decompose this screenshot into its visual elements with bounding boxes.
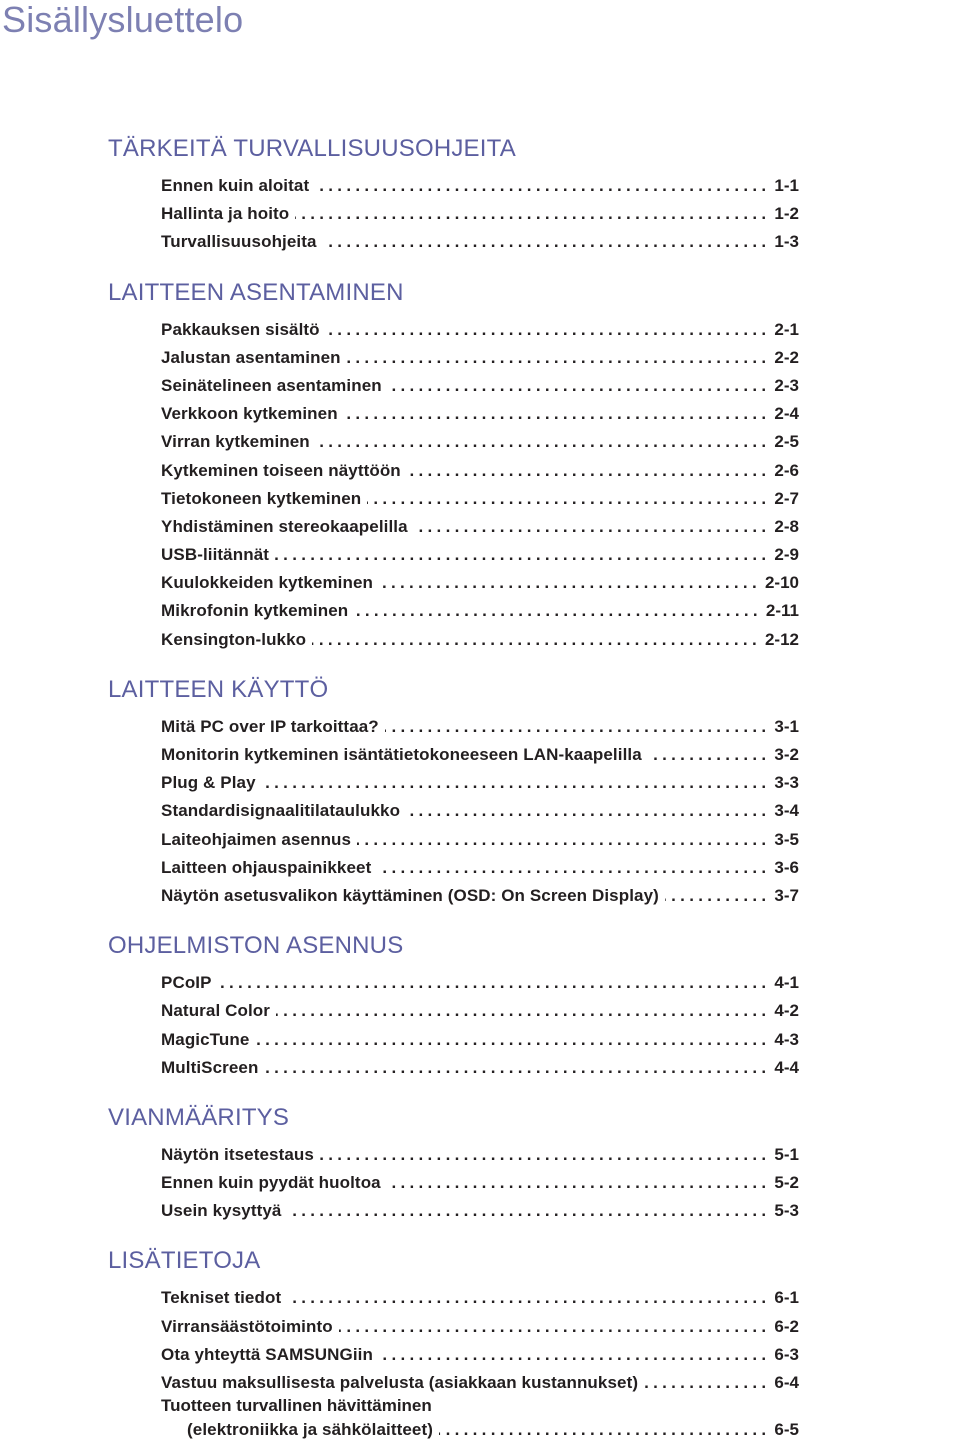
dot-leader: [262, 769, 771, 797]
toc-entry[interactable]: [0, 513, 960, 541]
toc-entry-row: [161, 513, 799, 541]
toc-entry-page-number: 5-3: [774, 1201, 799, 1221]
toc-entry-label: Pakkauksen sisältö: [161, 319, 320, 339]
toc-entry-page-number: 6-5: [774, 1420, 799, 1440]
toc-entry-page-number: 4-4: [774, 1057, 799, 1077]
toc-entry-label: Ennen kuin pyydät huoltoa: [161, 1173, 381, 1193]
dot-leader: [648, 741, 771, 769]
toc-entry-page-number: 3-6: [774, 857, 799, 877]
toc-entry-label: Jalustan asentaminen: [161, 347, 341, 367]
toc-entry-page-number: 4-1: [774, 973, 799, 993]
toc-entry-row: [161, 1313, 799, 1341]
dot-leader: [312, 626, 761, 654]
toc-entry-page-number: 2-3: [774, 375, 799, 395]
toc-entry-row: [161, 316, 799, 344]
toc-entry[interactable]: [0, 854, 960, 882]
toc-entry[interactable]: [0, 172, 960, 200]
toc-entry-page-number: 2-9: [774, 545, 799, 565]
toc-entry-row: [161, 626, 799, 654]
toc-entry-page-number: 5-2: [774, 1173, 799, 1193]
toc-entry-page-number: 3-3: [774, 773, 799, 793]
toc-entry-label: MultiScreen: [161, 1057, 259, 1077]
dot-leader: [665, 882, 771, 910]
toc-entry-row: [161, 400, 799, 428]
toc-entry[interactable]: [0, 1341, 960, 1369]
toc-entry-label: Hallinta ja hoito: [161, 204, 290, 224]
dot-leader: [316, 428, 771, 456]
dot-leader: [295, 200, 770, 228]
section-heading[interactable]: LISÄTIETOJA: [108, 1247, 261, 1275]
toc-entry[interactable]: [0, 741, 960, 769]
toc-entry-page-number: 2-4: [774, 404, 799, 424]
toc-entry-row: [161, 1026, 799, 1054]
toc-entry[interactable]: [0, 457, 960, 485]
section-heading[interactable]: VIANMÄÄRITYS: [108, 1103, 290, 1131]
toc-entry-label: Kytkeminen toiseen näyttöön: [161, 460, 401, 480]
toc-entry[interactable]: [0, 316, 960, 344]
toc-entry-page-number: 3-2: [774, 745, 799, 764]
toc-entry-row: [161, 1369, 799, 1397]
dot-leader: [414, 513, 771, 541]
toc-entry-list: [0, 1136, 960, 1226]
toc-entry[interactable]: [0, 713, 960, 741]
toc-entry-row: [187, 1418, 799, 1442]
dot-leader: [377, 854, 770, 882]
toc-entry-page-number: 6-1: [774, 1288, 799, 1308]
toc-entry-page-number: 6-2: [774, 1316, 799, 1336]
dot-leader: [339, 1313, 771, 1341]
toc-entry-row: [161, 1141, 799, 1169]
dot-leader: [344, 400, 771, 428]
toc-entry[interactable]: [0, 1313, 960, 1341]
toc-entry[interactable]: [0, 1026, 960, 1054]
title-divider: [0, 44, 960, 45]
toc-entry[interactable]: [0, 569, 960, 597]
toc-entry-row: [161, 200, 799, 228]
dot-leader: [406, 797, 770, 825]
toc-entry-page-number: 2-7: [774, 488, 799, 508]
toc-entry[interactable]: [0, 1197, 960, 1225]
toc-section: [0, 672, 960, 910]
toc-entry-row: [161, 826, 799, 854]
toc-entry-row: [161, 1284, 799, 1312]
dot-leader: [407, 457, 771, 485]
toc-entry-row: [161, 769, 799, 797]
toc-entry-row: [161, 1054, 799, 1082]
toc-entry-page-number: 1-2: [774, 204, 799, 224]
dot-leader: [379, 569, 761, 597]
toc-entry[interactable]: [0, 372, 960, 400]
toc-entry-label: Verkkoon kytkeminen: [161, 404, 338, 424]
toc-entry[interactable]: [0, 200, 960, 228]
section-heading[interactable]: OHJELMISTON ASENNUS: [108, 932, 404, 960]
dot-leader: [439, 1418, 770, 1442]
toc-entry[interactable]: [0, 1397, 960, 1445]
dot-leader: [287, 1197, 770, 1225]
toc-entry-label: Näytön itsetestaus: [161, 1144, 314, 1164]
dot-leader: [320, 1141, 770, 1169]
toc-entry-page-number: 1-3: [774, 232, 799, 252]
toc-entry-row: [161, 1169, 799, 1197]
toc-section: [0, 928, 960, 1082]
dot-leader: [218, 969, 771, 997]
toc-entry[interactable]: [0, 541, 960, 569]
toc-entry-label: Virransäästötoiminto: [161, 1316, 333, 1336]
dot-leader: [315, 172, 770, 200]
toc-entry-label: Ennen kuin aloitat: [161, 176, 310, 195]
dot-leader: [287, 1284, 770, 1312]
toc-entry[interactable]: [0, 1141, 960, 1169]
toc-entry-label: Turvallisuusohjeita: [161, 232, 317, 252]
toc-entry-list: [0, 1279, 960, 1445]
toc-entry-row: [161, 569, 799, 597]
toc-entry-label: Ota yhteyttä SAMSUNGiin: [161, 1344, 373, 1364]
section-heading[interactable]: TÄRKEITÄ TURVALLISUUSOHJEITA: [108, 135, 516, 162]
dot-leader: [326, 316, 771, 344]
toc-entry-label: Yhdistäminen stereokaapelilla: [161, 516, 408, 536]
toc-entry[interactable]: [0, 626, 960, 654]
section-heading[interactable]: LAITTEEN ASENTAMINEN: [108, 278, 404, 306]
toc-entry-page-number: 2-10: [764, 573, 799, 593]
dot-leader: [347, 344, 771, 372]
toc-entry-list: [0, 311, 960, 654]
toc-entry-label: Mikrofonin kytkeminen: [161, 601, 349, 621]
toc-entry[interactable]: [0, 997, 960, 1025]
dot-leader: [275, 541, 770, 569]
toc-entry-page-number: 4-2: [774, 1001, 799, 1021]
toc-entry-page-number: 2-11: [765, 601, 799, 621]
toc-entry-label: Vastuu maksullisesta palvelusta (asiakkaan kustannukset): [161, 1373, 639, 1392]
toc-entry-label: USB-liitännät: [161, 545, 270, 565]
toc-entry[interactable]: [0, 826, 960, 854]
dot-leader: [323, 228, 771, 256]
toc-entry-page-number: 2-8: [774, 516, 799, 536]
toc-entry-label: Kensington-lukko: [161, 629, 307, 649]
toc-entry-page-number: 3-5: [774, 829, 799, 849]
toc-entry[interactable]: [0, 1369, 960, 1397]
dot-leader: [379, 1341, 770, 1369]
toc-entry-row: [161, 172, 799, 200]
toc-entry-row: [161, 597, 799, 625]
toc-entry-label: MagicTune: [161, 1029, 250, 1049]
toc-entry[interactable]: [0, 882, 960, 910]
toc-entry[interactable]: [0, 344, 960, 372]
toc-entry-row: [161, 997, 799, 1025]
toc-entry[interactable]: [0, 428, 960, 456]
dot-leader: [385, 713, 771, 741]
toc-entry-row: [161, 228, 799, 256]
toc-entry-row: [161, 344, 799, 372]
toc-entry[interactable]: [0, 797, 960, 825]
toc-entry-page-number: 1-1: [774, 176, 799, 195]
toc-entry-label: Tietokoneen kytkeminen: [161, 488, 362, 508]
toc-entry-page-number: 5-1: [774, 1144, 799, 1164]
toc-entry-label: Seinätelineen asentaminen: [161, 375, 382, 395]
toc-entry-page-number: 2-2: [774, 347, 799, 367]
toc-entry-row: [161, 541, 799, 569]
dot-leader: [276, 997, 770, 1025]
toc-entry-label: Usein kysyttyä: [161, 1201, 282, 1221]
toc-entry-label: Mitä PC over IP tarkoittaa?: [161, 716, 379, 736]
section-heading[interactable]: LAITTEEN KÄYTTÖ: [108, 675, 329, 703]
toc-entry-list: [0, 964, 960, 1082]
toc-entry-label: PCoIP: [161, 973, 212, 993]
toc-entry[interactable]: [0, 228, 960, 256]
toc-entry-page-number: 4-3: [774, 1029, 799, 1049]
table-of-contents: [0, 131, 960, 1445]
toc-entry-row: [161, 485, 799, 513]
toc-entry[interactable]: [0, 769, 960, 797]
dot-leader: [388, 372, 771, 400]
toc-entry-row: [161, 428, 799, 456]
toc-entry-list: [0, 167, 960, 257]
toc-entry-label: Tekniset tiedot: [161, 1288, 282, 1308]
toc-entry-page-number: 2-5: [774, 432, 799, 452]
toc-entry-row: [161, 969, 799, 997]
toc-entry-label: Plug & Play: [161, 773, 256, 793]
toc-section: [0, 1243, 960, 1445]
dot-leader: [387, 1169, 771, 1197]
toc-entry[interactable]: [0, 969, 960, 997]
toc-section: [0, 275, 960, 654]
toc-entry-label: Natural Color: [161, 1001, 270, 1021]
toc-entry-label-line1: Tuotteen turvallinen hävittäminen: [161, 1396, 432, 1416]
toc-entry[interactable]: [0, 1169, 960, 1197]
toc-entry-row: [161, 797, 799, 825]
toc-entry-label: Virran kytkeminen: [161, 432, 310, 452]
toc-entry-row: [161, 882, 799, 910]
toc-entry-row: [161, 372, 799, 400]
toc-entry-label: Kuulokkeiden kytkeminen: [161, 573, 374, 593]
toc-section: [0, 131, 960, 257]
toc-entry-label: Laitteen ohjauspainikkeet: [161, 857, 372, 877]
toc-entry-label: Monitorin kytkeminen isäntätietokoneeseen LAN-kaapelilla: [161, 745, 642, 764]
toc-entry-label: Laiteohjaimen asennus: [161, 829, 352, 849]
toc-entry-row: [161, 457, 799, 485]
toc-entry-row: [161, 741, 799, 769]
page-title: Sisällysluettelo: [2, 0, 244, 40]
dot-leader: [255, 1026, 770, 1054]
toc-entry-row: [161, 713, 799, 741]
toc-entry-row: [161, 1341, 799, 1369]
dot-leader: [644, 1369, 770, 1397]
dot-leader: [357, 826, 770, 854]
toc-entry[interactable]: [0, 597, 960, 625]
toc-entry[interactable]: [0, 1054, 960, 1082]
toc-entry-page-number: 6-3: [774, 1344, 799, 1364]
toc-entry-page-number: 3-7: [774, 885, 799, 905]
toc-entry-label: (elektroniikka ja sähkölaitteet): [187, 1420, 434, 1440]
toc-entry-page-number: 2-6: [774, 460, 799, 480]
toc-entry-page-number: 6-4: [774, 1373, 799, 1392]
toc-entry[interactable]: [0, 485, 960, 513]
toc-entry-page-number: 3-1: [774, 716, 799, 736]
toc-entry-page-number: 3-4: [774, 801, 799, 821]
toc-entry-label: Standardisignaalitilataulukko: [161, 801, 401, 821]
toc-entry-page-number: 2-12: [764, 629, 799, 649]
dot-leader: [264, 1054, 770, 1082]
toc-entry-label: Näytön asetusvalikon käyttäminen (OSD: On Screen Display): [161, 885, 659, 905]
toc-entry-page-number: 2-1: [774, 319, 799, 339]
dot-leader: [354, 597, 762, 625]
dot-leader: [367, 485, 770, 513]
toc-entry-row: [161, 854, 799, 882]
toc-entry-row: [161, 1197, 799, 1225]
toc-entry-list: [0, 708, 960, 910]
toc-entry[interactable]: [0, 400, 960, 428]
toc-section: [0, 1100, 960, 1226]
toc-entry[interactable]: [0, 1284, 960, 1312]
